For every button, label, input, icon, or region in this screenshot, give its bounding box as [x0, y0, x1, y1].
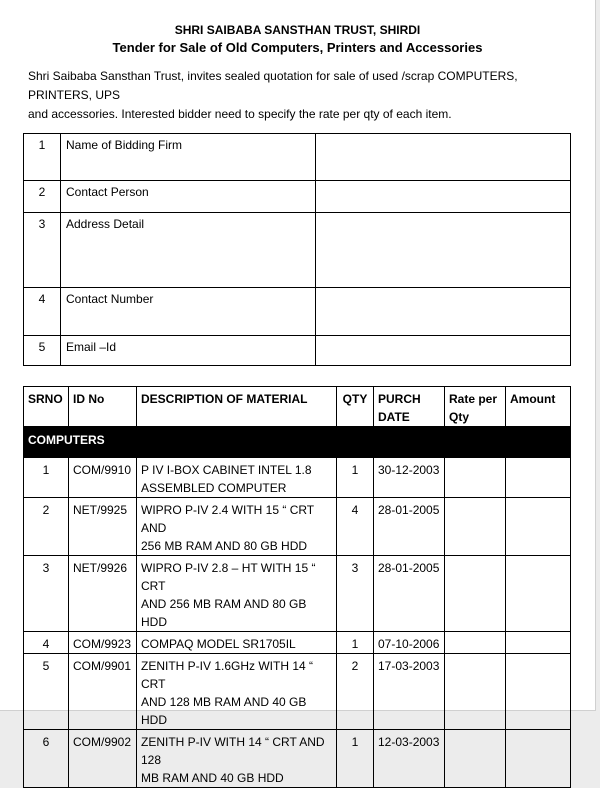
bidder-row: [24, 213, 571, 288]
row-number: 3: [24, 213, 61, 288]
table-row: [24, 458, 571, 498]
bidder-row: [24, 134, 571, 181]
cell-srno: 1: [24, 458, 69, 498]
cell-amount[interactable]: [506, 632, 571, 654]
field-label: Contact Number: [61, 288, 316, 336]
rate-label: Rate per: [449, 392, 498, 406]
table-row: [24, 498, 571, 556]
cell-date: 28-01-2005: [374, 498, 445, 556]
cell-srno: 4: [24, 632, 69, 654]
cell-description: [137, 556, 337, 632]
cell-rate[interactable]: [445, 458, 506, 498]
intro-paragraph: [28, 67, 573, 124]
address-field[interactable]: [316, 213, 571, 288]
cell-srno: 5: [24, 654, 69, 730]
cell-id: COM/9910: [69, 458, 137, 498]
organization-title: SHRI SAIBABA SANSTHAN TRUST, SHIRDI: [174, 23, 421, 37]
contact-person-field[interactable]: [316, 181, 571, 213]
cell-rate[interactable]: [445, 730, 506, 788]
bidder-row: [24, 336, 571, 366]
cell-id: NET/9926: [69, 556, 137, 632]
cell-date: 07-10-2006: [374, 632, 445, 654]
cell-amount[interactable]: [506, 654, 571, 730]
table-row: [24, 654, 571, 730]
cell-id: NET/9925: [69, 498, 137, 556]
section-row: [24, 427, 571, 458]
cell-qty: 1: [337, 458, 374, 498]
purch-label: PURCH: [378, 392, 421, 406]
field-label: Address Detail: [61, 213, 316, 288]
intro-line-1: Shri Saibaba Sansthan Trust, invites sealed quotation for sale of used /scrap COMPUTERS, PRINTERS, UPS: [28, 69, 518, 102]
col-header-qty: QTY: [337, 387, 374, 427]
cell-qty: 2: [337, 654, 374, 730]
cell-rate[interactable]: [445, 556, 506, 632]
cell-amount[interactable]: [506, 730, 571, 788]
desc-line: WIPRO P-IV 2.8 – HT WITH 15 “ CRT: [141, 561, 316, 593]
cell-id: COM/9923: [69, 632, 137, 654]
desc-line: AND 128 MB RAM AND 40 GB HDD: [141, 695, 307, 727]
cell-amount[interactable]: [506, 556, 571, 632]
desc-line: ZENITH P-IV WITH 14 “ CRT AND 128: [141, 735, 325, 767]
col-header-description: DESCRIPTION OF MATERIAL: [137, 387, 337, 427]
table-row: [24, 556, 571, 632]
bidder-row: [24, 181, 571, 213]
bidder-row: [24, 288, 571, 336]
table-row: [24, 730, 571, 788]
desc-line: AND 256 MB RAM AND 80 GB HDD: [141, 597, 307, 629]
cell-date: 17-03-2003: [374, 654, 445, 730]
cell-id: COM/9901: [69, 654, 137, 730]
cell-srno: 2: [24, 498, 69, 556]
qty-label: Qty: [449, 410, 470, 424]
cell-description: [137, 632, 337, 654]
cell-qty: 1: [337, 730, 374, 788]
desc-line: ASSEMBLED COMPUTER: [141, 481, 287, 495]
desc-line: P IV I-BOX CABINET INTEL 1.8: [141, 463, 312, 477]
desc-line: 256 MB RAM AND 80 GB HDD: [141, 539, 308, 553]
cell-rate[interactable]: [445, 632, 506, 654]
bidder-details-table: [23, 133, 571, 366]
table-row: [24, 632, 571, 654]
cell-qty: 4: [337, 498, 374, 556]
intro-line-2: and accessories. Interested bidder need to specify the rate per qty of each item.: [28, 107, 452, 121]
date-label: DATE: [378, 410, 410, 424]
cell-id: COM/9902: [69, 730, 137, 788]
contact-number-field[interactable]: [316, 288, 571, 336]
table-header-row: [24, 387, 571, 427]
col-header-purchase-date: [374, 387, 445, 427]
col-header-rate: [445, 387, 506, 427]
field-label: Name of Bidding Firm: [61, 134, 316, 181]
field-label: Contact Person: [61, 181, 316, 213]
cell-amount[interactable]: [506, 498, 571, 556]
cell-date: 30-12-2003: [374, 458, 445, 498]
desc-line: ZENITH P-IV 1.6GHz WITH 14 “ CRT: [141, 659, 314, 691]
row-number: 4: [24, 288, 61, 336]
cell-description: [137, 458, 337, 498]
desc-line: WIPRO P-IV 2.4 WITH 15 “ CRT AND: [141, 503, 314, 535]
bidding-firm-field[interactable]: [316, 134, 571, 181]
cell-qty: 1: [337, 632, 374, 654]
col-header-id: ID No: [69, 387, 137, 427]
row-number: 1: [24, 134, 61, 181]
col-header-amount: Amount: [506, 387, 571, 427]
field-label: Email –Id: [61, 336, 316, 366]
tender-title: Tender for Sale of Old Computers, Printers and Accessories: [112, 40, 483, 55]
cell-date: 12-03-2003: [374, 730, 445, 788]
cell-amount[interactable]: [506, 458, 571, 498]
cell-qty: 3: [337, 556, 374, 632]
col-header-srno: SRNO: [24, 387, 69, 427]
cell-date: 28-01-2005: [374, 556, 445, 632]
cell-srno: 6: [24, 730, 69, 788]
materials-table: [23, 386, 571, 788]
cell-srno: 3: [24, 556, 69, 632]
email-field[interactable]: [316, 336, 571, 366]
cell-description: [137, 498, 337, 556]
cell-rate[interactable]: [445, 654, 506, 730]
desc-line: COMPAQ MODEL SR1705IL: [141, 637, 296, 651]
desc-line: MB RAM AND 40 GB HDD: [141, 771, 284, 785]
row-number: 5: [24, 336, 61, 366]
cell-description: [137, 730, 337, 788]
cell-rate[interactable]: [445, 498, 506, 556]
row-number: 2: [24, 181, 61, 213]
section-computers: COMPUTERS: [24, 427, 571, 458]
cell-description: [137, 654, 337, 730]
